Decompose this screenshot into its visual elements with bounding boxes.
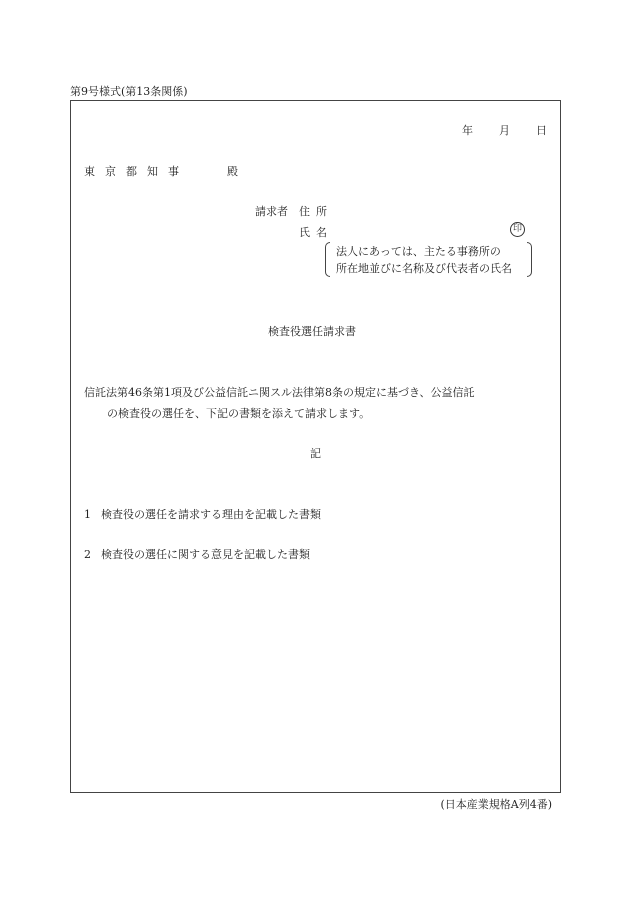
requester-label: 請求者 <box>255 205 288 218</box>
addressee-honorific: 殿 <box>227 165 238 178</box>
ki-heading: 記 <box>310 447 321 460</box>
date-line <box>462 125 547 136</box>
item-number: 1 <box>84 508 91 521</box>
list-item <box>84 509 321 520</box>
seal-mark: 印 <box>510 222 525 237</box>
note-line-1: 法人にあっては、主たる事務所の <box>336 245 501 258</box>
document-title: 検査役選任請求書 <box>268 325 356 338</box>
body-text-line-1: 信託法第46条第1項及び公益信託ニ関スル法律第8条の規定に基づき、公益信託 <box>84 386 475 399</box>
body-text-line-2: の検査役の選任を、下記の書類を添えて請求します。 <box>107 407 371 420</box>
item-text: 検査役の選任に関する意見を記載した書類 <box>101 548 310 561</box>
list-item <box>84 549 310 560</box>
date-year-label: 年 <box>462 124 473 137</box>
note-line-2: 所在地並びに名称及び代表者の氏名 <box>336 262 512 275</box>
bracket-left <box>325 242 330 277</box>
corporate-note <box>325 242 532 277</box>
item-text: 検査役の選任を請求する理由を記載した書類 <box>101 508 321 521</box>
date-month-label: 月 <box>499 124 510 137</box>
form-number: 第9号様式(第13条関係) <box>70 85 188 98</box>
addressee-name: 東京都知事 <box>84 165 189 178</box>
date-day-label: 日 <box>536 124 547 137</box>
bracket-right <box>527 242 532 277</box>
name-label: 氏名 <box>299 226 333 239</box>
item-number: 2 <box>84 548 91 561</box>
address-label: 住所 <box>299 205 333 218</box>
paper-size-footnote: (日本産業規格A列4番) <box>440 798 552 811</box>
